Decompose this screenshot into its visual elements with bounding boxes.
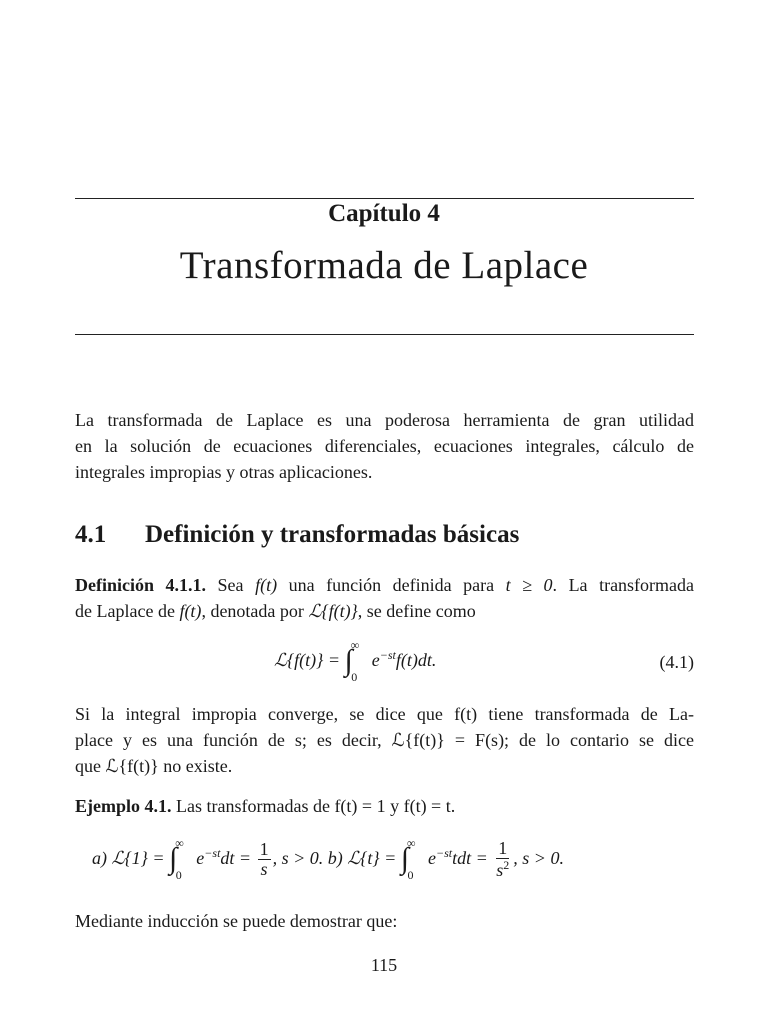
section-number: 4.1: [75, 521, 107, 548]
example-a-label: a): [92, 848, 107, 868]
example-b-lhs: ℒ{t} =: [347, 848, 397, 868]
definition-paragraph: [75, 572, 694, 624]
integral-upper-limit: ∞: [175, 836, 184, 850]
remark-line-2: place y es una función de s; es decir, ℒ{f(t)} = F(s); de lo contario se dice: [75, 730, 694, 750]
remark-paragraph: [75, 701, 694, 779]
section-title: Definición y transformadas básicas: [145, 521, 520, 548]
top-rule: [75, 198, 694, 199]
example-b-fraction: [494, 839, 511, 880]
example-b-label: b): [327, 848, 343, 868]
example-a-condition: , s > 0.: [272, 848, 324, 868]
example-a-exponent: −st: [204, 846, 221, 860]
fraction-denominator: [494, 859, 511, 880]
example-line: [75, 793, 694, 819]
definition-text: Sea: [217, 575, 244, 595]
intro-line-3: integrales impropias y otras aplicaciones.: [75, 462, 373, 482]
definition-function: f(t): [255, 575, 278, 595]
example-b-condition: , s > 0.: [513, 848, 564, 868]
equation-integrand-rest: f(t)dt.: [395, 650, 437, 670]
fraction-denominator: s: [260, 859, 268, 880]
intro-line-2: en la solución de ecuaciones diferenciales, ecuaciones integrales, cálculo de: [75, 436, 694, 456]
integral-upper-limit: ∞: [406, 836, 416, 850]
definition-laplace-notation: ℒ{f(t)}: [308, 601, 358, 621]
remark-line-1: Si la integral impropia converge, se dice que f(t) tiene transformada de La-: [75, 704, 694, 724]
example-paragraph: [75, 793, 694, 819]
integral-sign: ∫: [344, 644, 353, 677]
equation-exponential: e: [371, 650, 380, 670]
equation-number: (4.1): [659, 652, 694, 672]
integral-lower-limit: 0: [351, 669, 358, 684]
example-equations: [92, 838, 564, 880]
example-b-exponential: e: [428, 848, 437, 868]
definition-text: , se define como: [357, 601, 476, 621]
integral-sign: ∫: [400, 842, 409, 875]
definition-text: de Laplace de: [75, 601, 175, 621]
remark-line-3: que ℒ{f(t)} no existe.: [75, 756, 233, 776]
definition-label: Definición 4.1.1.: [75, 575, 207, 595]
definition-condition: t ≥ 0: [505, 575, 553, 595]
integral-sign: ∫: [169, 842, 178, 875]
example-a-exponential: e: [196, 848, 205, 868]
equation-lhs: ℒ{f(t)} =: [274, 650, 340, 670]
example-a-fraction: [258, 840, 271, 879]
fraction-numerator: 1: [259, 839, 269, 860]
example-a-lhs: ℒ{1} =: [111, 848, 165, 868]
integral-lower-limit: 0: [175, 867, 182, 882]
equation-exponent: −st: [379, 648, 396, 662]
definition-text: . La transformada: [552, 575, 695, 595]
denominator-base: s: [496, 860, 504, 881]
chapter-label: Capítulo 4: [328, 200, 440, 227]
laplace-definition-equation: [274, 638, 437, 684]
definition-function: f(t): [179, 601, 202, 621]
example-b-rest: tdt =: [452, 848, 488, 868]
definition-text: una función definida para: [288, 575, 495, 595]
denominator-exponent: 2: [503, 858, 510, 873]
intro-line-1: La transformada de Laplace es una poderosa herramienta de gran utilidad: [75, 410, 694, 430]
example-a-rest: dt =: [220, 848, 252, 868]
closing-line: Mediante inducción se puede demostrar que:: [75, 911, 398, 931]
closing-paragraph: [75, 908, 694, 934]
example-b-exponent: −st: [436, 846, 453, 860]
bottom-rule: [75, 334, 694, 335]
section-heading: [75, 521, 519, 549]
intro-paragraph: [75, 407, 694, 485]
example-label: Ejemplo 4.1.: [75, 796, 172, 816]
integral-upper-limit: ∞: [350, 638, 360, 652]
integral-lower-limit: 0: [407, 867, 414, 882]
chapter-title: Transformada de Laplace: [179, 244, 589, 287]
page-number: 115: [370, 955, 398, 975]
definition-text: , denotada por: [201, 601, 304, 621]
example-text: Las transformadas de f(t) = 1 y f(t) = t.: [176, 796, 456, 816]
fraction-numerator: 1: [498, 838, 508, 859]
definition-line-1: [75, 572, 694, 598]
definition-line-2: [75, 598, 694, 624]
